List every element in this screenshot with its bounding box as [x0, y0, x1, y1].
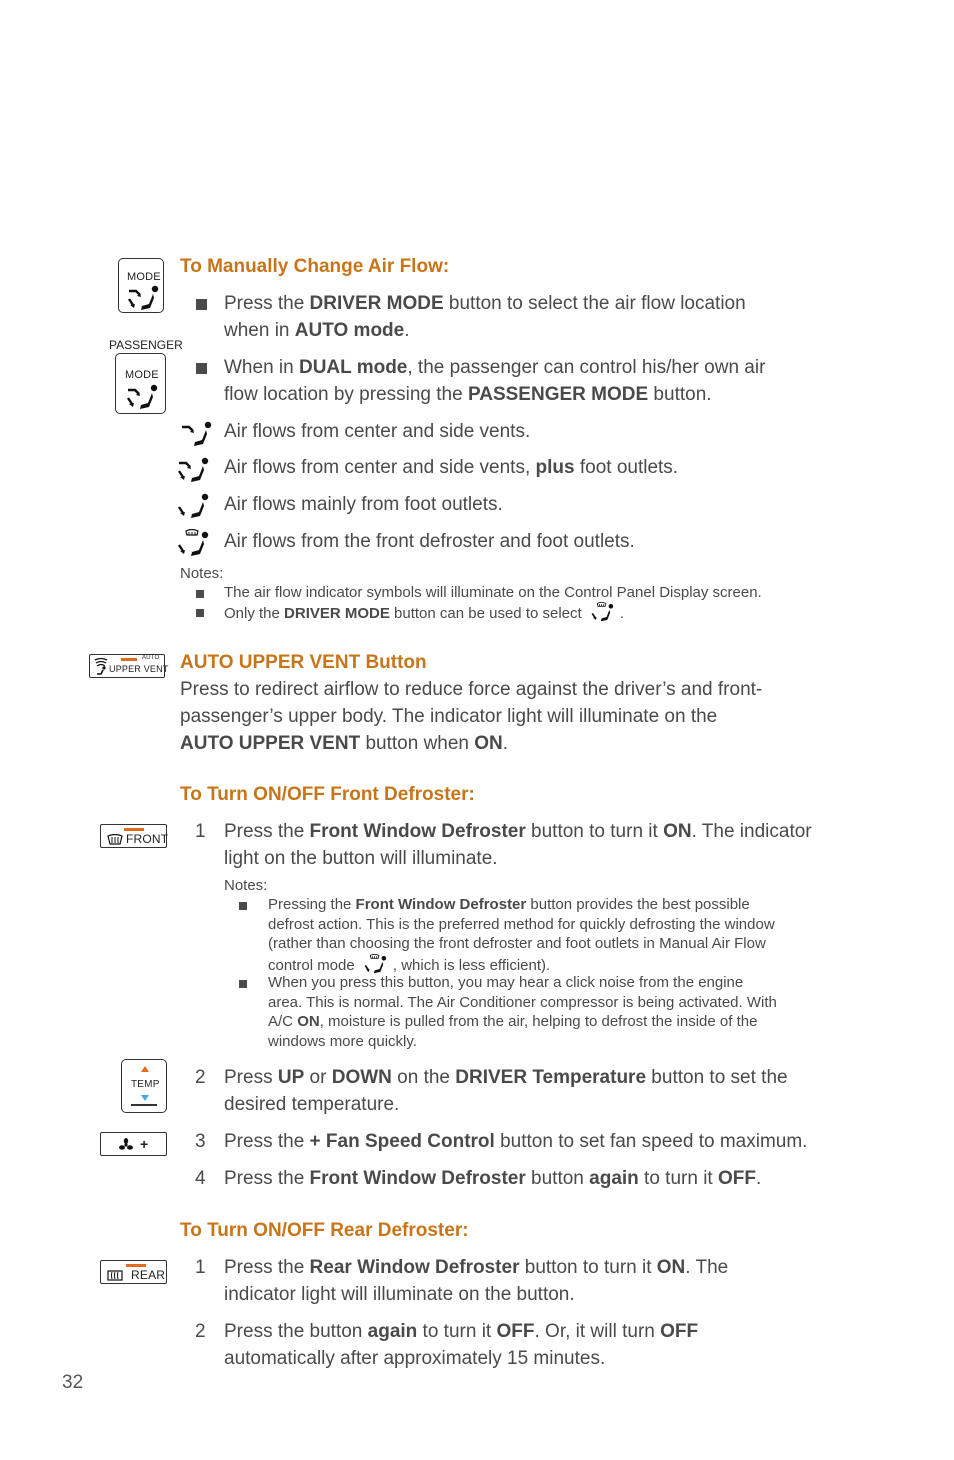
front-step-3: Press the + Fan Speed Control button to set fan speed to maximum.	[224, 1131, 808, 1152]
plus-label: +	[140, 1136, 149, 1152]
airflow-center-foot-icon	[127, 384, 159, 410]
front-defrost-icon	[107, 834, 123, 846]
airflow-foot-icon	[178, 493, 210, 519]
airflow-center-foot-icon	[128, 285, 160, 311]
step-number: 2	[195, 1067, 206, 1088]
mode-foot-text: Air flows mainly from foot outlets.	[224, 494, 503, 515]
front-defroster-heading: To Turn ON/OFF Front Defroster:	[180, 784, 475, 805]
fan-speed-up-button-icon	[100, 1132, 167, 1156]
front-step-1: Press the Front Window Defroster button to turn it ON. The indicator light on the button will illuminate.	[224, 821, 812, 869]
bullet-marker	[196, 363, 207, 374]
front-note-1: Pressing the Front Window Defroster button provides the best possible defrost action. This is the preferred method for quickly defrosting the window (rather than choosing the front defroster and foot outlets in Manual Air Flow control mode , which is less efficient).	[268, 896, 775, 974]
mode-label: MODE	[127, 271, 161, 283]
notes-label: Notes:	[180, 565, 224, 582]
manual-airflow-bullet-1: Press the DRIVER MODE button to select the air flow location when in AUTO mode.	[224, 293, 746, 341]
upper-vent-label: UPPER VENT	[109, 664, 169, 674]
step-number: 4	[195, 1168, 206, 1189]
airflow-defrost-foot-icon	[359, 954, 393, 974]
indicator-light	[124, 828, 144, 831]
front-defroster-button-icon	[100, 824, 167, 848]
driver-mode-button-icon	[118, 258, 164, 313]
mode-center-foot-text: Air flows from center and side vents, plus foot outlets.	[224, 457, 679, 478]
auto-upper-vent-button-icon	[89, 654, 169, 678]
bullet-marker	[196, 609, 204, 617]
upper-vent-description: Press to redirect airflow to reduce force against the driver’s and front- passenger’s upper body. The indicator light will illuminate on the AUTO UPPER VENT button when ON.	[180, 679, 763, 754]
upper-vent-icon	[93, 657, 109, 675]
rear-defroster-heading: To Turn ON/OFF Rear Defroster:	[180, 1220, 469, 1241]
rear-label: REAR	[131, 1268, 166, 1282]
bullet-marker	[239, 980, 247, 988]
mode-center-vents-text: Air flows from center and side vents.	[224, 421, 531, 442]
upper-vent-heading: AUTO UPPER VENT Button	[180, 652, 427, 673]
manual-airflow-bullet-2: When in DUAL mode, the passenger can control his/her own air flow location by pressing the PASSENGER MODE button.	[224, 357, 766, 405]
passenger-mode-button-icon	[115, 353, 166, 414]
temp-button-icon	[121, 1059, 167, 1113]
airflow-defrost-foot-icon	[178, 529, 210, 557]
front-label: FRONT	[126, 832, 169, 846]
front-step-4: Press the Front Window Defroster button again to turn it OFF.	[224, 1168, 762, 1189]
step-number: 3	[195, 1131, 206, 1152]
airflow-center-vents-icon	[181, 421, 213, 447]
indicator-light	[126, 1264, 146, 1267]
manual-airflow-heading: To Manually Change Air Flow:	[180, 256, 450, 277]
rear-step-2: Press the button again to turn it OFF. Or, it will turn OFF automatically after approximately 15 minutes.	[224, 1321, 699, 1369]
bullet-marker	[239, 902, 247, 910]
note-indicator-symbols: The air flow indicator symbols will illuminate on the Control Panel Display screen.	[224, 584, 762, 601]
airflow-center-foot-icon	[178, 457, 210, 483]
temp-label: TEMP	[131, 1079, 160, 1090]
temp-down-arrow-icon	[141, 1095, 149, 1101]
temp-bar	[131, 1104, 157, 1106]
fan-icon	[119, 1138, 133, 1152]
step-number: 1	[195, 1257, 206, 1278]
front-note-2: When you press this button, you may hear a click noise from the engine area. This is normal. The Air Conditioner compressor is being activated. With A/C ON, moisture is pulled from the air, helping to defrost the inside of the windows more quickly.	[268, 974, 777, 1050]
temp-up-arrow-icon	[141, 1066, 149, 1072]
front-step-2: Press UP or DOWN on the DRIVER Temperature button to set the desired temperature.	[224, 1067, 788, 1115]
bullet-marker	[196, 590, 204, 598]
rear-step-1: Press the Rear Window Defroster button to turn it ON. The indicator light will illuminate on the button.	[224, 1257, 729, 1305]
step-number: 2	[195, 1321, 206, 1342]
rear-defrost-icon	[107, 1270, 123, 1282]
bullet-marker	[196, 299, 207, 310]
rear-defroster-button-icon	[100, 1260, 167, 1284]
passenger-label: PASSENGER	[109, 338, 183, 352]
notes-label: Notes:	[224, 877, 268, 894]
step-number: 1	[195, 821, 206, 842]
airflow-defrost-foot-icon	[586, 602, 620, 622]
mode-label: MODE	[125, 369, 159, 381]
page-number: 32	[62, 1372, 84, 1393]
auto-label: AUTO	[142, 655, 160, 661]
note-driver-mode-only: Only the DRIVER MODE button can be used to select .	[224, 602, 624, 624]
mode-defrost-foot-text: Air flows from the front defroster and foot outlets.	[224, 531, 635, 552]
indicator-light	[121, 658, 137, 661]
